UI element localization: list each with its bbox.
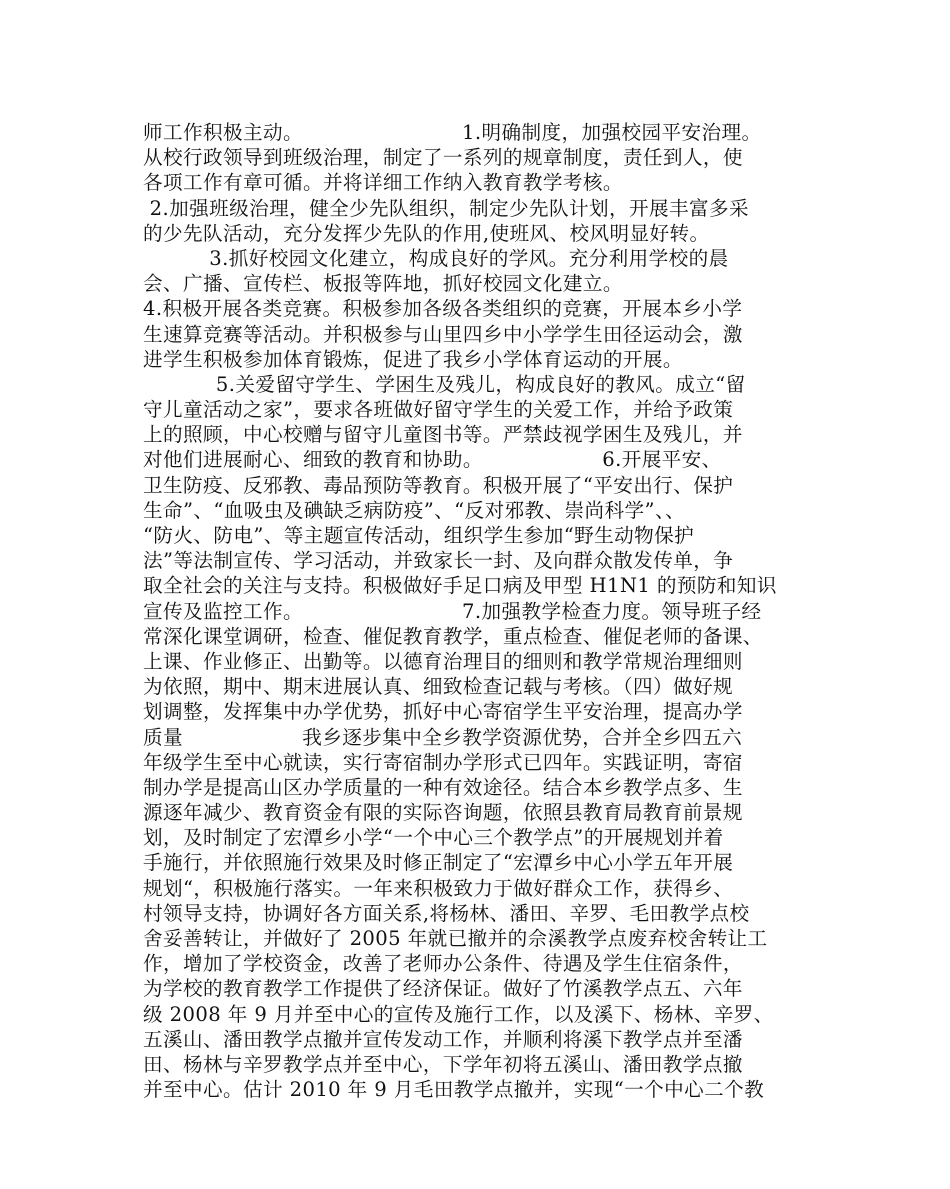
text-line: 会、广播、宣传栏、板报等阵地，抓好校园文化建立。 (143, 272, 623, 296)
text-line: 对他们进展耐心、细致的教育和协助。 6.开展平安、 (143, 448, 722, 472)
text-line: 2.加强班级治理，健全少先队组织，制定少先队计划，开展丰富多采 (143, 196, 749, 220)
text-line: 守儿童活动之家”，要求各班做好留守学生的关爱工作，并给予政策 (143, 398, 734, 422)
text-line: 生速算竞赛等活动。并积极参与山里四乡中小学学生田径运动会，激 (143, 322, 743, 346)
text-line: 源逐年减少、教育资金有限的实际咨询题，依照县教育局教育前景规 (143, 801, 743, 825)
text-line: 作，增加了学校资金，改善了老师办公条件、待遇及学生住宿条件， (143, 952, 743, 976)
text-line: 进学生积极参加体育锻炼，促进了我乡小学体育运动的开展。 (143, 347, 683, 371)
text-line: 为学校的教育教学工作提供了经济保证。做好了竹溪教学点五、六年 (143, 977, 743, 1001)
text-line: 规划“，积极施行落实。一年来积极致力于做好群众工作，获得乡、 (143, 876, 734, 900)
text-line: 从校行政领导到班级治理，制定了一系列的规章制度，责任到人，使 (143, 146, 743, 170)
text-line: 4.积极开展各类竞赛。积极参加各级各类组织的竞赛，开展本乡小学 (143, 297, 743, 321)
text-line: 法”等法制宣传、学习活动，并致家长一封、及向群众散发传单，争 (143, 549, 734, 573)
body-text (143, 120, 815, 1102)
text-line: 的少先队活动，充分发挥少先队的作用,使班风、校风明显好转。 (143, 221, 710, 245)
text-line: 5.关爱留守学生、学困生及残儿，构成良好的教风。成立“留 (143, 372, 746, 396)
text-line: 质量 我乡逐步集中全乡教学资源优势，合并全乡四五六 (143, 725, 743, 749)
text-line: 五溪山、潘田教学点撤并宣传发动工作，并顺利将溪下教学点并至潘 (143, 1027, 743, 1051)
text-line: 上课、作业修正、出勤等。以德育治理目的细则和教学常规治理细则 (143, 649, 743, 673)
text-line: 手施行，并依照施行效果及时修正制定了“宏潭乡中心小学五年开展 (143, 851, 734, 875)
text-line: 取全社会的关注与支持。积极做好手足口病及甲型 H1N1 的预防和知识 (143, 574, 777, 598)
text-line: 舍妥善转让，并做好了 2005 年就已撤并的佘溪教学点废弃校舍转让工 (143, 927, 768, 950)
text-line: 各项工作有章可循。并将详细工作纳入教育教学考核。 (143, 171, 623, 195)
text-line: 田、杨林与辛罗教学点并至中心，下学年初将五溪山、潘田教学点撤 (143, 1052, 743, 1076)
text-line: 制办学是提高山区办学质量的一种有效途径。结合本乡教学点多、生 (143, 775, 743, 799)
text-line: 常深化课堂调研，检查、催促教育教学，重点检查、催促老师的备课、 (143, 624, 763, 648)
text-line: 卫生防疫、反邪教、毒品预防等教育。积极开展了“平安出行、保护 (143, 473, 734, 497)
text-line: 为依照，期中、期末进展认真、细致检查记载与考核。（四）做好规 (143, 675, 734, 699)
text-line: 级 2008 年 9 月并至中心的宣传及施行工作，以及溪下、杨林、辛罗、 (143, 1002, 774, 1026)
text-line: 划，及时制定了宏潭乡小学“一个中心三个教学点”的开展规划并着 (143, 826, 724, 850)
text-line: 师工作积极主动。 1.明确制度，加强校园平安治理。 (143, 121, 762, 144)
text-line: 划调整，发挥集中办学优势，抓好中心寄宿学生平安治理，提高办学 (143, 700, 743, 724)
text-line: 3.抓好校园文化建立，构成良好的学风。充分利用学校的晨 (143, 246, 729, 270)
text-line: 宣传及监控工作。 7.加强教学检查力度。领导班子经 (143, 599, 762, 623)
text-line: 并至中心。估计 2010 年 9 月毛田教学点撤并，实现“一个中心二个教 (143, 1078, 765, 1102)
text-line: 年级学生至中心就读，实行寄宿制办学形式已四年。实践证明，寄宿 (143, 750, 743, 774)
text-line: 村领导支持，协调好各方面关系,将杨林、潘田、辛罗、毛田教学点校 (143, 901, 750, 925)
text-line: 生命”、“血吸虫及碘缺乏病防疫”、“反对邪教、崇尚科学”、、 (143, 498, 686, 522)
text-line: “防火、防电”、等主题宣传活动，组织学生参加“野生动物保护 (143, 524, 695, 547)
text-line: 上的照顾，中心校赠与留守儿童图书等。严禁歧视学困生及残儿，并 (143, 423, 743, 447)
